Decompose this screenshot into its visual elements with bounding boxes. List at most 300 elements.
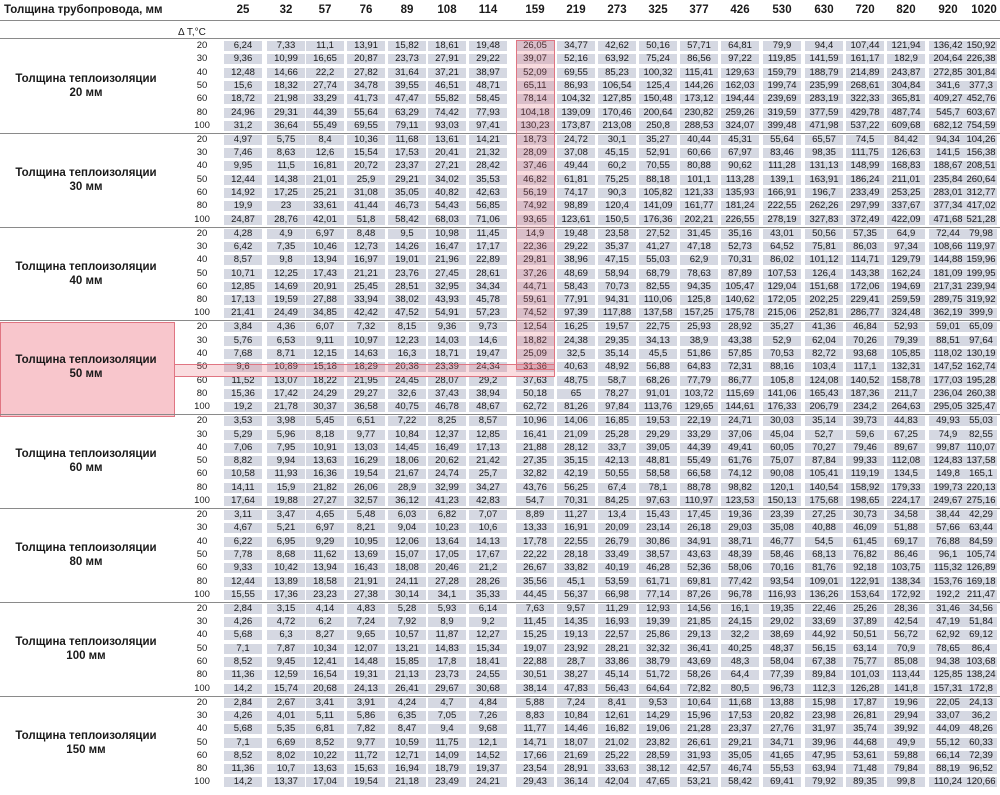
group-divider xyxy=(0,320,1000,321)
delta-t-value: 40 xyxy=(196,441,208,453)
table-cell: 23,39 xyxy=(763,510,801,521)
table-cell: 195,28 xyxy=(966,375,996,386)
delta-t-value: 80 xyxy=(196,669,208,681)
diameter-header-cell: 76 xyxy=(359,4,373,16)
table-cell: 14,21 xyxy=(469,135,507,146)
table-cell: 18,61 xyxy=(428,41,466,52)
table-cell: 8,52 xyxy=(306,738,344,749)
table-cell: 33,29 xyxy=(680,430,718,441)
table-cell: 125,4 xyxy=(639,81,677,92)
delta-t-value: 40 xyxy=(196,723,208,735)
table-cell: 21,91 xyxy=(347,577,385,588)
table-cell: 46,74 xyxy=(721,764,759,775)
table-cell: 97,64 xyxy=(965,336,997,347)
table-cell: 18,72 xyxy=(224,94,262,105)
table-cell: 27,52 xyxy=(639,229,677,240)
table-cell: 55,64 xyxy=(763,135,801,146)
table-cell: 275,16 xyxy=(966,496,996,506)
table-cell: 177,03 xyxy=(929,376,967,387)
table-cell: 19,37 xyxy=(469,764,507,775)
table-cell: 12,25 xyxy=(267,269,305,280)
table-cell: 44,45 xyxy=(516,590,554,601)
table-cell: 125,85 xyxy=(929,670,967,681)
table-cell: 172,06 xyxy=(846,282,884,293)
table-cell: 153,64 xyxy=(846,590,884,601)
table-cell: 96,1 xyxy=(929,550,967,561)
table-cell: 24,71 xyxy=(721,416,759,427)
table-cell: 85,23 xyxy=(598,68,636,79)
table-cell: 324,07 xyxy=(721,121,759,132)
table-cell: 24,21 xyxy=(469,777,507,788)
insulation-group-label xyxy=(0,260,172,288)
table-cell: 41,23 xyxy=(428,496,466,507)
table-cell: 7,07 xyxy=(469,510,507,521)
delta-t-value: 20 xyxy=(196,415,208,427)
table-cell: 249,67 xyxy=(929,496,967,507)
table-cell: 42,13 xyxy=(598,456,636,467)
table-cell: 9,73 xyxy=(469,322,507,333)
table-cell: 27,91 xyxy=(428,54,466,65)
table-cell: 94,38 xyxy=(929,657,967,668)
table-cell: 43,01 xyxy=(763,229,801,240)
table-cell: 17,13 xyxy=(469,443,507,454)
table-cell: 42,01 xyxy=(306,215,344,226)
table-cell: 18,71 xyxy=(428,349,466,360)
table-cell: 11,75 xyxy=(428,738,466,749)
table-cell: 24,29 xyxy=(306,389,344,400)
table-cell: 8,82 xyxy=(224,456,262,467)
table-cell: 19,06 xyxy=(639,724,677,735)
table-cell: 126,63 xyxy=(887,148,925,159)
table-cell: 27,45 xyxy=(428,269,466,280)
table-cell: 29,2 xyxy=(469,376,507,387)
table-cell: 138,24 xyxy=(966,670,996,681)
table-cell: 20,09 xyxy=(598,523,636,534)
table-cell: 123,61 xyxy=(557,215,595,226)
table-cell: 68,26 xyxy=(639,376,677,387)
table-cell: 58,58 xyxy=(639,469,677,480)
table-cell: 10,6 xyxy=(469,523,507,534)
table-cell: 14,63 xyxy=(347,349,385,360)
table-cell: 11,36 xyxy=(224,670,262,681)
table-cell: 19,59 xyxy=(267,295,305,306)
table-cell: 173,12 xyxy=(680,94,718,105)
table-cell: 36,12 xyxy=(388,496,426,507)
table-cell: 14,69 xyxy=(267,282,305,293)
table-cell: 115,69 xyxy=(721,389,759,400)
table-cell: 88,78 xyxy=(680,483,718,494)
table-cell: 13,63 xyxy=(306,764,344,775)
table-cell: 78,65 xyxy=(929,644,967,655)
table-cell: 5,76 xyxy=(224,336,262,347)
insulation-label-line1: Толщина теплоизоляции xyxy=(15,72,157,85)
table-cell: 79,98 xyxy=(965,229,997,240)
table-cell: 113,28 xyxy=(721,175,759,186)
delta-t-value: 100 xyxy=(194,776,210,788)
table-cell: 25,28 xyxy=(598,430,636,441)
table-cell: 235,84 xyxy=(929,175,967,186)
table-cell: 88,16 xyxy=(763,362,801,373)
table-cell: 4,7 xyxy=(428,698,466,709)
table-cell: 22,75 xyxy=(639,322,677,333)
table-cell: 5,86 xyxy=(347,711,385,722)
table-cell: 14,2 xyxy=(224,777,262,788)
table-cell: 16,93 xyxy=(598,617,636,628)
table-cell: 29,21 xyxy=(388,175,426,186)
table-cell: 9,33 xyxy=(224,563,262,574)
table-cell: 3,41 xyxy=(306,698,344,709)
table-cell: 46,84 xyxy=(846,322,884,333)
table-cell: 14,29 xyxy=(639,711,677,722)
table-cell: 70,55 xyxy=(639,161,677,172)
table-cell: 31,36 xyxy=(516,362,554,373)
table-cell: 35,05 xyxy=(388,188,426,199)
table-cell: 13,33 xyxy=(516,523,554,534)
table-cell: 28,36 xyxy=(887,604,925,615)
table-cell: 79,39 xyxy=(887,336,925,347)
table-cell: 61,45 xyxy=(846,537,884,548)
table-cell: 56,25 xyxy=(557,483,595,494)
table-cell: 28,9 xyxy=(388,483,426,494)
table-cell: 98,89 xyxy=(557,201,595,212)
table-cell: 29,03 xyxy=(721,523,759,534)
table-cell: 10,57 xyxy=(388,630,426,641)
table-cell: 97,39 xyxy=(557,308,595,319)
table-cell: 15,82 xyxy=(388,41,426,52)
table-cell: 70,27 xyxy=(805,443,843,454)
diameter-header-cell: 32 xyxy=(279,4,293,16)
table-cell: 116,93 xyxy=(763,590,801,601)
insulation-thickness: 150 мм xyxy=(66,743,106,756)
table-cell: 107,44 xyxy=(846,41,884,52)
table-cell: 80,5 xyxy=(721,684,759,695)
table-cell: 81,26 xyxy=(557,402,595,413)
table-cell: 113,44 xyxy=(887,670,925,681)
table-cell: 28,76 xyxy=(267,215,305,226)
table-cell: 34,85 xyxy=(306,308,344,319)
delta-t-value: 60 xyxy=(196,656,208,667)
table-cell: 11,5 xyxy=(267,161,305,172)
insulation-thickness: 50 мм xyxy=(69,368,103,381)
table-cell: 115,41 xyxy=(680,68,718,79)
table-cell: 8,18 xyxy=(306,430,344,441)
table-cell: 8,89 xyxy=(516,510,554,521)
table-cell: 27,76 xyxy=(763,724,801,735)
table-cell: 52,9 xyxy=(763,336,801,347)
table-cell: 127,85 xyxy=(598,94,636,105)
table-cell: 34,56 xyxy=(965,604,997,615)
table-cell: 34,27 xyxy=(469,483,507,494)
table-cell: 35,27 xyxy=(763,322,801,333)
table-cell: 29,02 xyxy=(763,617,801,628)
table-cell: 38,9 xyxy=(680,336,718,347)
table-cell: 21,18 xyxy=(388,777,426,788)
table-cell: 157,25 xyxy=(680,308,718,319)
insulation-thickness: 60 мм xyxy=(69,462,103,475)
table-cell: 141,8 xyxy=(887,684,925,695)
table-cell: 31,64 xyxy=(388,68,426,79)
insulation-thickness: 100 мм xyxy=(66,649,106,662)
table-cell: 304,84 xyxy=(887,81,925,92)
table-cell: 77,93 xyxy=(469,108,507,119)
table-cell: 69,41 xyxy=(763,777,801,788)
table-cell: 82,72 xyxy=(805,349,843,360)
table-cell: 12,27 xyxy=(469,630,507,641)
table-cell: 120,1 xyxy=(763,483,801,494)
table-cell: 7,63 xyxy=(516,604,554,615)
table-cell: 12,15 xyxy=(306,349,344,360)
insulation-label-line1: Толщина теплоизоляции xyxy=(15,635,157,648)
table-cell: 64,81 xyxy=(721,41,759,52)
table-cell: 58,04 xyxy=(763,657,801,668)
table-cell: 9,94 xyxy=(267,456,305,467)
table-cell: 42,29 xyxy=(965,510,997,521)
table-cell: 14,48 xyxy=(347,657,385,668)
table-cell: 77,14 xyxy=(639,590,677,601)
table-cell: 222,55 xyxy=(763,201,801,212)
table-cell: 117,1 xyxy=(846,362,884,373)
table-cell: 24,96 xyxy=(224,108,262,119)
table-cell: 132,31 xyxy=(887,362,925,373)
table-cell: 7,06 xyxy=(224,443,262,454)
table-cell: 114,71 xyxy=(846,255,884,266)
table-cell: 120,4 xyxy=(598,201,636,212)
table-cell: 72,82 xyxy=(680,684,718,695)
table-cell: 93,68 xyxy=(846,349,884,360)
table-cell: 110,97 xyxy=(680,496,718,507)
table-cell: 10,22 xyxy=(306,751,344,762)
table-cell: 30,14 xyxy=(388,590,426,601)
table-cell: 119,19 xyxy=(846,469,884,480)
table-cell: 3,53 xyxy=(224,416,262,427)
table-cell: 32,6 xyxy=(388,389,426,400)
table-cell: 42,63 xyxy=(469,188,507,199)
table-cell: 24,87 xyxy=(224,215,262,226)
table-cell: 8,25 xyxy=(428,416,466,427)
group-divider xyxy=(0,414,1000,415)
table-cell: 144,61 xyxy=(721,402,759,413)
delta-t-value: 30 xyxy=(196,616,208,628)
table-cell: 4,26 xyxy=(224,617,262,628)
table-cell: 25,9 xyxy=(347,175,385,186)
table-cell: 138,34 xyxy=(887,577,925,588)
table-cell: 44,68 xyxy=(846,738,884,749)
table-cell: 24,13 xyxy=(965,698,997,709)
table-cell: 6,82 xyxy=(428,510,466,521)
table-cell: 30,1 xyxy=(598,135,636,146)
table-cell: 4,97 xyxy=(224,135,262,146)
table-cell: 18,73 xyxy=(516,135,554,146)
table-cell: 74,5 xyxy=(846,135,884,146)
table-cell: 11,52 xyxy=(224,376,262,387)
table-cell: 18,07 xyxy=(557,738,595,749)
table-cell: 42,83 xyxy=(469,496,507,507)
table-cell: 14,9 xyxy=(516,229,554,240)
table-cell: 283,01 xyxy=(929,188,967,199)
table-cell: 22,22 xyxy=(516,550,554,561)
table-cell: 14,66 xyxy=(267,68,305,79)
table-cell: 52,36 xyxy=(680,563,718,574)
table-cell: 12,73 xyxy=(347,242,385,253)
table-cell: 107,53 xyxy=(763,269,801,280)
table-cell: 19,54 xyxy=(347,469,385,480)
delta-t-value: 20 xyxy=(196,509,208,520)
table-cell: 18,58 xyxy=(306,577,344,588)
group-divider xyxy=(0,696,1000,697)
table-cell: 24,13 xyxy=(347,684,385,695)
table-cell: 23,73 xyxy=(428,670,466,681)
table-cell: 372,49 xyxy=(846,215,884,226)
header-divider xyxy=(0,20,1000,21)
delta-t-value: 20 xyxy=(196,602,208,614)
table-cell: 10,23 xyxy=(428,523,466,534)
delta-t-value: 30 xyxy=(196,334,208,346)
diameter-header-cell: 720 xyxy=(855,4,875,16)
table-cell: 74,42 xyxy=(428,108,466,119)
table-cell: 7,92 xyxy=(388,617,426,628)
table-cell: 29,94 xyxy=(887,711,925,722)
table-cell: 37,08 xyxy=(557,148,595,159)
table-cell: 6,51 xyxy=(347,416,385,427)
table-cell: 121,94 xyxy=(887,41,925,52)
delta-t-value: 20 xyxy=(196,227,208,239)
table-cell: 7,35 xyxy=(267,242,305,253)
table-cell: 27,35 xyxy=(516,456,554,467)
table-cell: 322,33 xyxy=(846,94,884,105)
table-cell: 5,11 xyxy=(306,711,344,722)
table-cell: 545,7 xyxy=(929,108,967,119)
table-cell: 9,36 xyxy=(224,54,262,65)
table-cell: 51,88 xyxy=(887,523,925,534)
table-cell: 59,88 xyxy=(887,751,925,762)
table-cell: 123,53 xyxy=(721,496,759,507)
table-cell: 40,75 xyxy=(388,402,426,413)
table-cell: 62,92 xyxy=(929,630,967,641)
table-cell: 39,73 xyxy=(846,416,884,427)
table-cell: 9,11 xyxy=(306,336,344,347)
table-cell: 33,49 xyxy=(598,550,636,561)
table-cell: 63,44 xyxy=(965,523,997,534)
table-cell: 55,53 xyxy=(763,764,801,775)
table-cell: 78,27 xyxy=(598,389,636,400)
table-cell: 42,57 xyxy=(680,764,718,775)
delta-t-value: 100 xyxy=(194,588,210,600)
table-cell: 35,14 xyxy=(805,416,843,427)
table-cell: 151,68 xyxy=(805,282,843,293)
delta-t-value: 100 xyxy=(194,307,210,319)
table-cell: 200,64 xyxy=(639,108,677,119)
table-cell: 122,91 xyxy=(846,577,884,588)
table-cell: 16,81 xyxy=(306,161,344,172)
table-cell: 204,64 xyxy=(929,54,967,65)
table-cell: 23,73 xyxy=(388,54,426,65)
table-cell: 243,87 xyxy=(887,68,925,79)
table-cell: 28,12 xyxy=(557,443,595,454)
table-cell: 6,24 xyxy=(224,41,262,52)
table-cell: 521,28 xyxy=(966,214,996,225)
table-cell: 65 xyxy=(557,389,595,400)
table-cell: 2,84 xyxy=(224,698,262,709)
table-cell: 62,72 xyxy=(516,402,554,413)
table-cell: 214,89 xyxy=(846,68,884,79)
table-cell: 16,36 xyxy=(306,469,344,480)
table-cell: 60,2 xyxy=(598,161,636,172)
table-cell: 88,18 xyxy=(639,175,677,186)
table-cell: 47,52 xyxy=(388,308,426,319)
table-cell: 6,81 xyxy=(306,724,344,735)
table-cell: 97,63 xyxy=(639,496,677,507)
table-cell: 20,72 xyxy=(347,161,385,172)
table-cell: 112,08 xyxy=(887,456,925,467)
table-cell: 119,85 xyxy=(763,54,801,65)
table-cell: 272,85 xyxy=(929,68,967,79)
table-cell: 70,26 xyxy=(846,336,884,347)
table-cell: 278,19 xyxy=(763,215,801,226)
delta-t-value: 20 xyxy=(196,321,208,333)
table-cell: 6,97 xyxy=(306,523,344,534)
table-cell: 61,71 xyxy=(639,577,677,588)
table-cell: 181,24 xyxy=(721,201,759,212)
table-cell: 35,15 xyxy=(557,456,595,467)
delta-t-value: 100 xyxy=(194,213,210,225)
table-cell: 70,73 xyxy=(598,282,636,293)
table-cell: 15,36 xyxy=(224,389,262,400)
table-cell: 140,62 xyxy=(721,295,759,306)
table-cell: 259,26 xyxy=(721,108,759,119)
table-cell: 13,94 xyxy=(306,563,344,574)
table-cell: 49,93 xyxy=(929,416,967,427)
table-cell: 46,73 xyxy=(388,201,426,212)
table-cell: 23,54 xyxy=(516,764,554,775)
table-cell: 32,32 xyxy=(639,644,677,655)
table-cell: 211,7 xyxy=(887,389,925,400)
table-cell: 268,61 xyxy=(846,81,884,92)
delta-t-value: 30 xyxy=(196,53,208,65)
table-cell: 18,82 xyxy=(516,336,554,347)
table-cell: 236,04 xyxy=(929,389,967,400)
table-cell: 15,07 xyxy=(388,550,426,561)
insulation-thickness: 80 мм xyxy=(69,555,103,568)
group-divider xyxy=(0,227,1000,228)
table-cell: 10,99 xyxy=(267,54,305,65)
table-cell: 48,92 xyxy=(598,362,636,373)
table-cell: 8,4 xyxy=(306,135,344,146)
table-cell: 297,99 xyxy=(846,201,884,212)
table-cell: 9,68 xyxy=(469,724,507,735)
table-cell: 141,5 xyxy=(929,148,967,159)
table-cell: 230,82 xyxy=(680,108,718,119)
table-cell: 20,38 xyxy=(388,362,426,373)
insulation-group-label xyxy=(0,72,172,100)
table-cell: 19,96 xyxy=(887,698,925,709)
table-cell: 7,87 xyxy=(267,644,305,655)
table-cell: 75,77 xyxy=(846,657,884,668)
table-cell: 54,43 xyxy=(428,201,466,212)
table-cell: 29,31 xyxy=(267,108,305,119)
table-cell: 176,36 xyxy=(639,215,677,226)
table-cell: 9,77 xyxy=(347,430,385,441)
table-cell: 19,88 xyxy=(267,496,305,507)
table-cell: 10,98 xyxy=(428,229,466,240)
table-cell: 29,29 xyxy=(639,430,677,441)
table-cell: 101,1 xyxy=(680,175,718,186)
table-cell: 22,2 xyxy=(306,68,344,79)
table-cell: 8,47 xyxy=(388,724,426,735)
table-cell: 24,15 xyxy=(721,617,759,628)
table-cell: 21,82 xyxy=(306,483,344,494)
table-cell: 158,78 xyxy=(887,376,925,387)
table-cell: 60,05 xyxy=(763,443,801,454)
